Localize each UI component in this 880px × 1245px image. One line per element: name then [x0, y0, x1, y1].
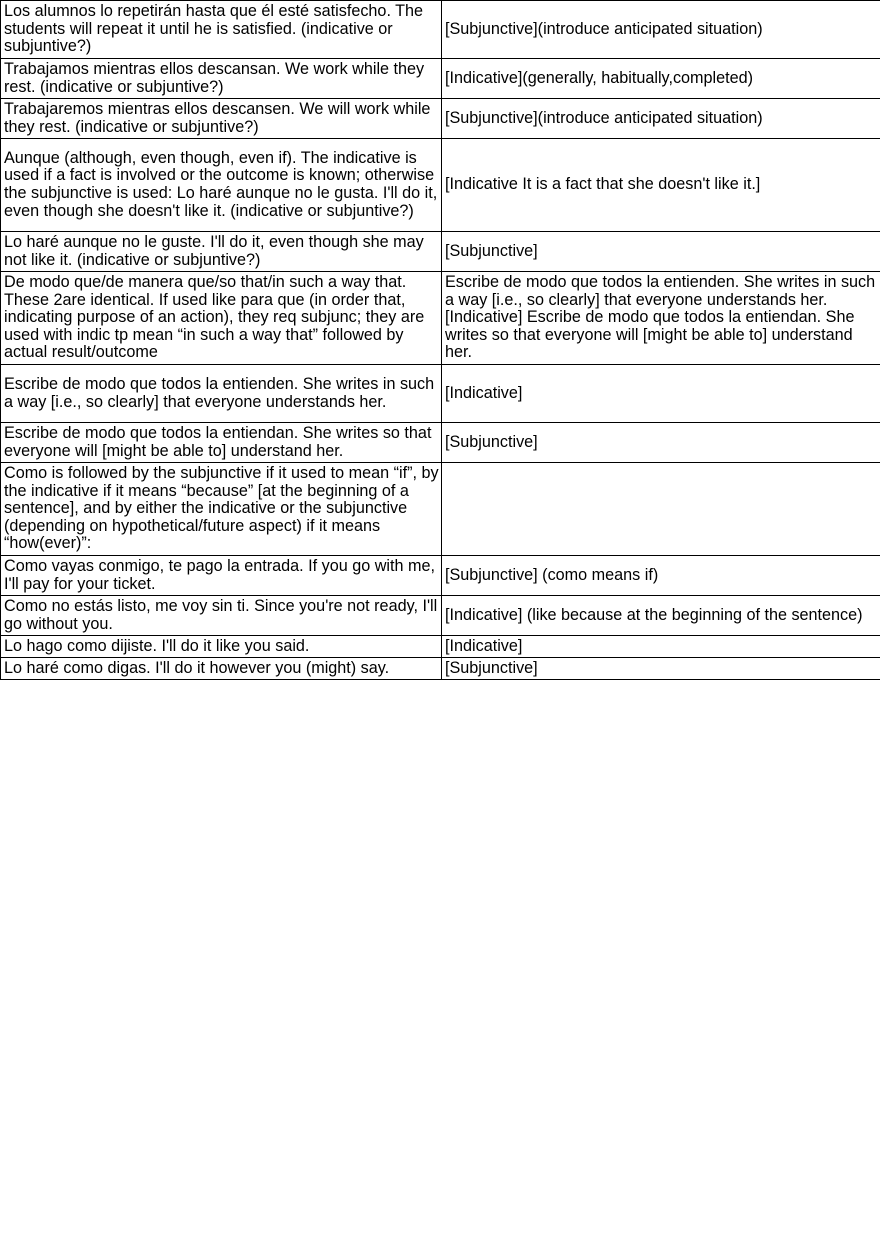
term-cell: Lo haré como digas. I'll do it however you (might) say. [1, 658, 442, 680]
definition-cell [442, 463, 880, 556]
table-row [1, 272, 880, 365]
table-row [1, 463, 880, 556]
definition-cell: [Subjunctive](introduce anticipated situation) [442, 99, 880, 139]
term-cell: Trabajaremos mientras ellos descansen. We will work while they rest. (indicative or subjuntive?) [1, 99, 442, 139]
term-cell: Escribe de modo que todos la entiendan. She writes so that everyone will [might be able to] understand her. [1, 423, 442, 463]
table-row [1, 1, 880, 59]
definition-cell: [Indicative] (like because at the beginning of the sentence) [442, 596, 880, 636]
table-row [1, 556, 880, 596]
table-row [1, 99, 880, 139]
term-cell: Trabajamos mientras ellos descansan. We work while they rest. (indicative or subjuntive?) [1, 59, 442, 99]
definition-cell: [Indicative] [442, 636, 880, 658]
term-cell: Como no estás listo, me voy sin ti. Since you're not ready, I'll go without you. [1, 596, 442, 636]
term-cell: Lo hago como dijiste. I'll do it like you said. [1, 636, 442, 658]
definition-cell: [Subjunctive](introduce anticipated situation) [442, 1, 880, 59]
table-row [1, 59, 880, 99]
table-row [1, 636, 880, 658]
term-cell: Escribe de modo que todos la entienden. She writes in such a way [i.e., so clearly] that everyone understands her. [1, 365, 442, 423]
table-row [1, 232, 880, 272]
definition-cell: [Indicative] [442, 365, 880, 423]
table-row [1, 423, 880, 463]
definition-cell: [Subjunctive] (como means if) [442, 556, 880, 596]
term-cell: Los alumnos lo repetirán hasta que él esté satisfecho. The students will repeat it until he is satisfied. (indicative or subjuntive?) [1, 1, 442, 59]
definition-cell: [Subjunctive] [442, 658, 880, 680]
term-cell: Aunque (although, even though, even if). The indicative is used if a fact is involved or the outcome is known; otherwise the subjunctive is used: Lo haré aunque no le gusta. I'll do it, even though she doesn't like it. (indicative or subjuntive?) [1, 139, 442, 232]
table-row [1, 139, 880, 232]
definition-cell: [Indicative](generally, habitually,completed) [442, 59, 880, 99]
term-cell: Como is followed by the subjunctive if it used to mean “if”, by the indicative if it means “because” [at the beginning of a sentence], and by either the indicative or the subjunctive (depending on hypothetical/future aspect) if it means “how(ever)”: [1, 463, 442, 556]
table-row [1, 596, 880, 636]
table-row [1, 658, 880, 680]
definition-cell: [Subjunctive] [442, 232, 880, 272]
term-cell: Lo haré aunque no le guste. I'll do it, even though she may not like it. (indicative or subjuntive?) [1, 232, 442, 272]
definition-cell: [Indicative It is a fact that she doesn't like it.] [442, 139, 880, 232]
term-cell: De modo que/de manera que/so that/in such a way that. These 2are identical. If used like para que (in order that, indicating purpose of an action), they req subjunc; they are used with indic tp mean “in such a way that” followed by actual result/outcome [1, 272, 442, 365]
term-cell: Como vayas conmigo, te pago la entrada. If you go with me, I'll pay for your ticket. [1, 556, 442, 596]
table-row [1, 365, 880, 423]
definition-cell: [Subjunctive] [442, 423, 880, 463]
definition-cell: Escribe de modo que todos la entienden. She writes in such a way [i.e., so clearly] that everyone understands her. [Indicative] Escribe de modo que todos la entiendan. She writes so that everyone will [might be able to] understand her. [442, 272, 880, 365]
